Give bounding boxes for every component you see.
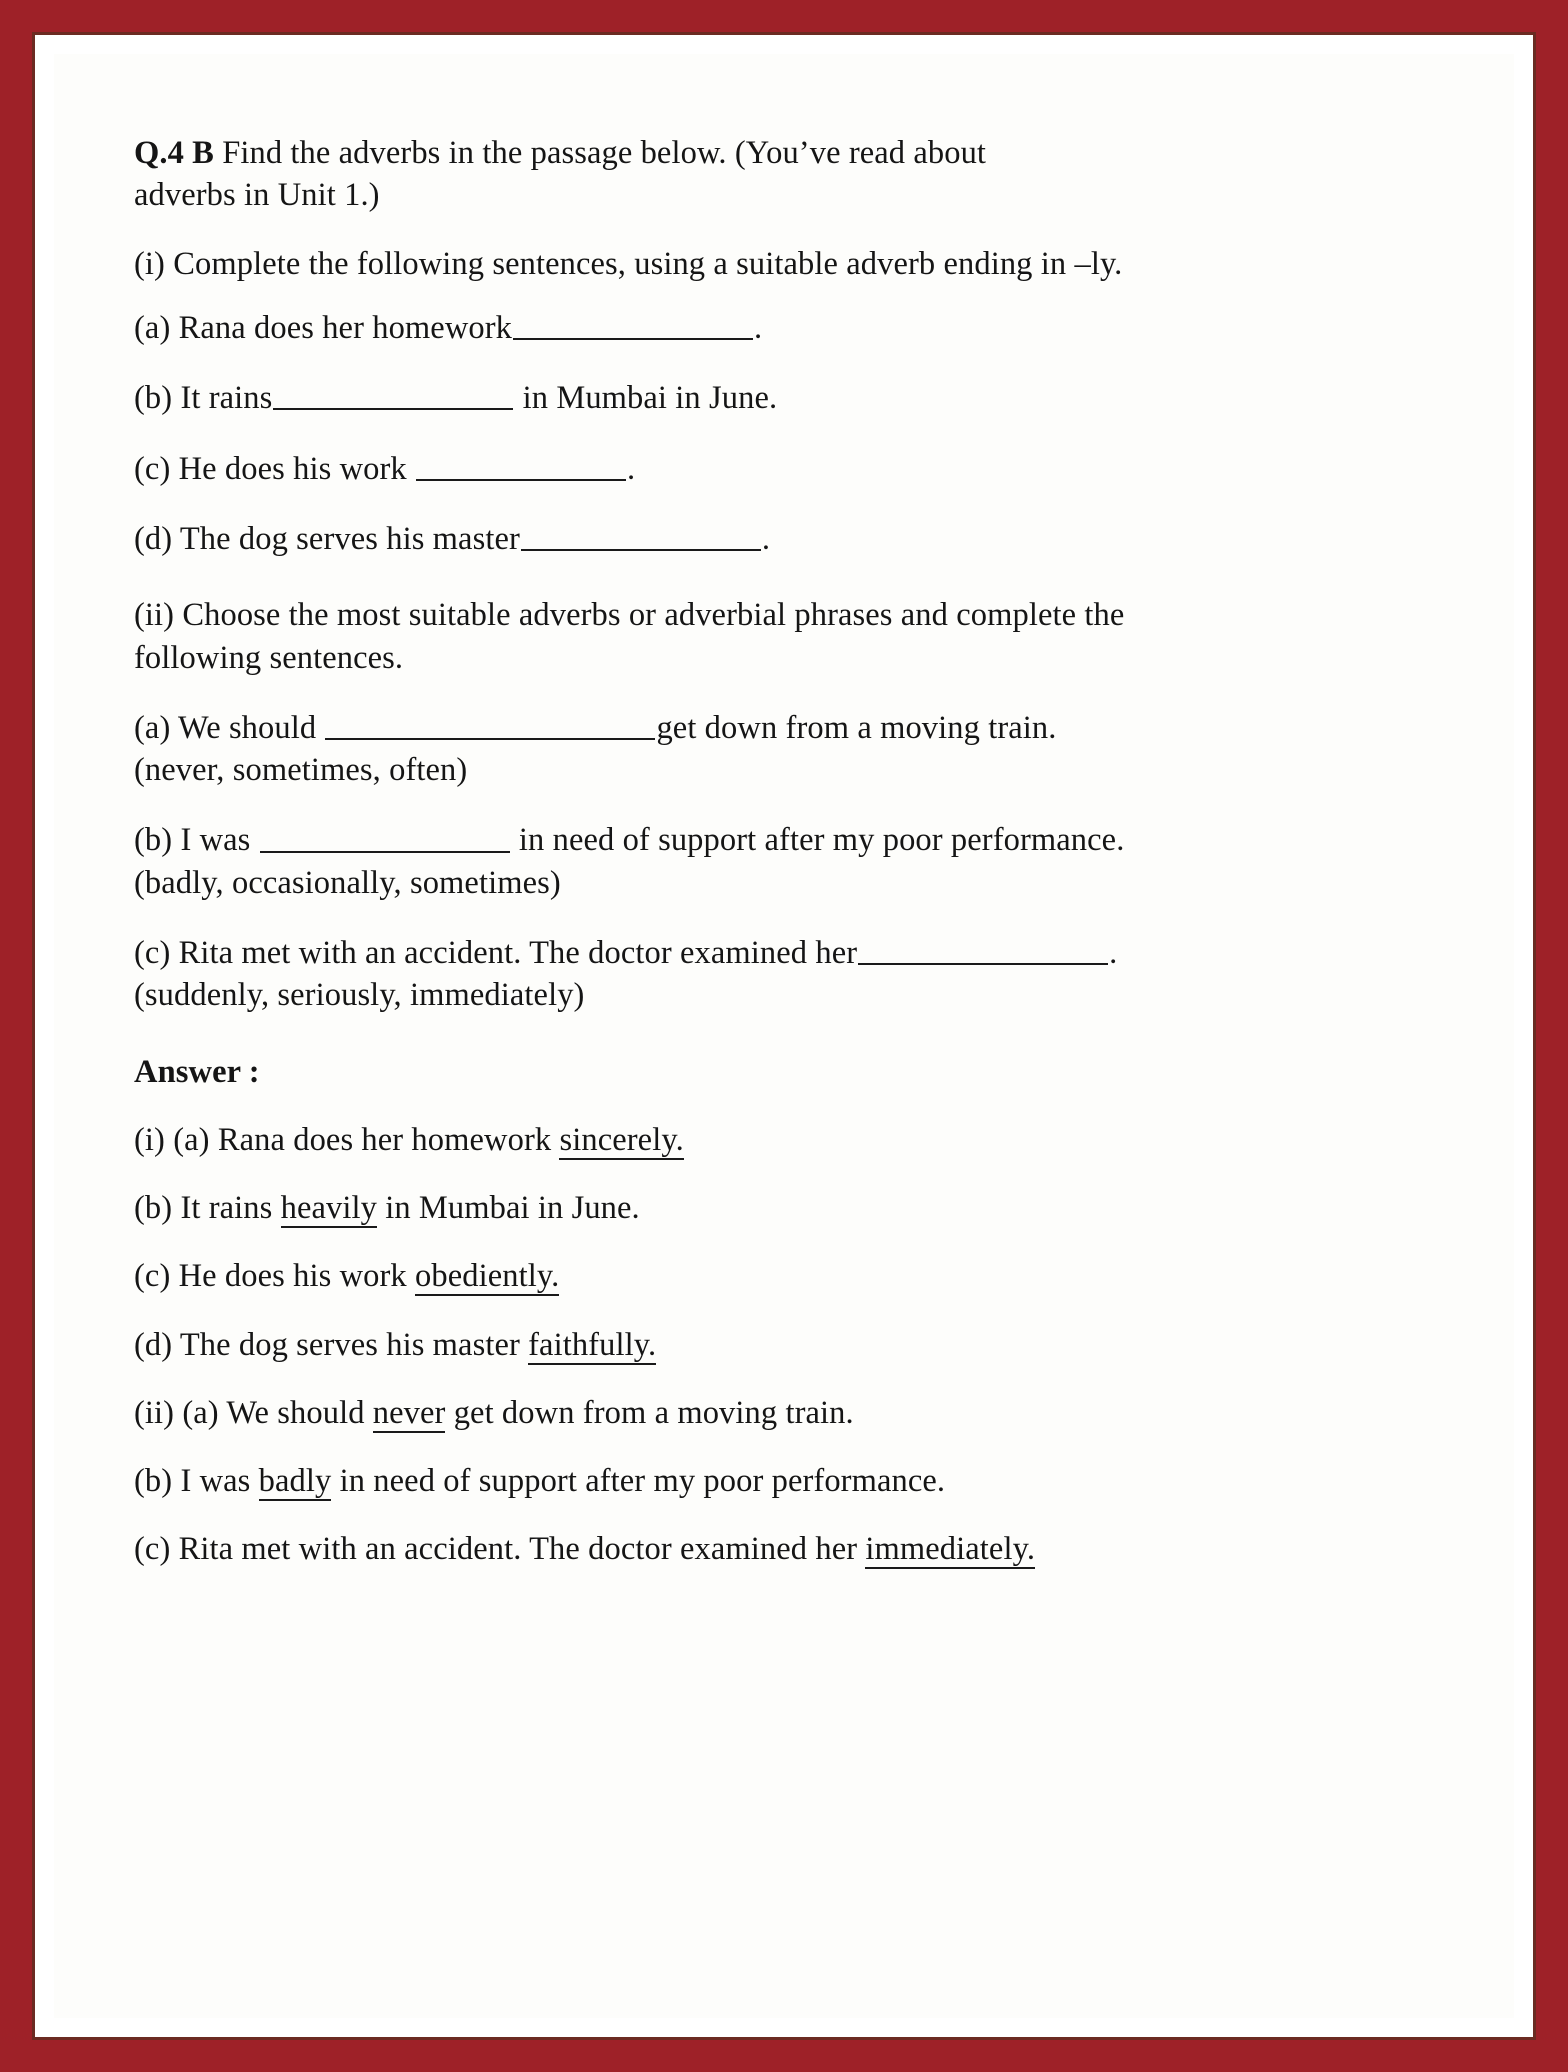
item-options: (never, sometimes, often) (134, 752, 468, 789)
item-text-after: get down from a moving train. (656, 709, 1057, 746)
answer-item (134, 1119, 1134, 1161)
answer-marker: (b) (134, 1463, 173, 1500)
item-text-after: . (1109, 935, 1118, 972)
item-options: (badly, occasionally, sometimes) (134, 864, 561, 901)
part-i-item-b (134, 375, 1134, 419)
part-i-item-d (134, 516, 1134, 560)
question-number: Q.4 B (134, 135, 214, 171)
answer-underlined-word: heavily (280, 1190, 377, 1227)
part-ii-item-b (134, 817, 1134, 904)
answer-text-before: Rita met with an accident. The doctor examined her (178, 1531, 866, 1568)
item-marker: (a) (134, 709, 171, 746)
fill-in-blank[interactable] (325, 705, 655, 740)
answer-marker: (c) (134, 1531, 171, 1568)
item-text-before: He does his work (178, 450, 407, 487)
part-i-instruction (134, 243, 1134, 285)
answer-text-before: We should (226, 1394, 373, 1431)
question-instruction-line1: Find the adverbs in the passage below. (You’ve read about (222, 135, 987, 171)
item-text-before: I was (180, 822, 251, 859)
part-ii-instruction (134, 594, 1134, 679)
answer-item (134, 1187, 1134, 1229)
item-text-before: Rana does her homework (178, 309, 513, 346)
fill-in-blank[interactable] (521, 516, 761, 551)
worksheet-content (134, 132, 1134, 1597)
item-text-after: in Mumbai in June. (522, 380, 778, 417)
item-marker: (d) (134, 521, 173, 558)
item-marker: (a) (134, 309, 171, 346)
item-text-after: in need of support after my poor performance. (518, 822, 1125, 859)
part-ii-item-a (134, 705, 1134, 792)
answer-text-before: The dog serves his master (179, 1326, 529, 1363)
question-heading (134, 132, 1134, 217)
page-sheet (54, 54, 1514, 2018)
answer-underlined-word: sincerely. (559, 1121, 684, 1158)
fill-in-blank[interactable] (858, 930, 1108, 965)
item-marker: (b) (134, 380, 173, 417)
item-marker: (b) (134, 822, 173, 859)
item-text-after: . (761, 521, 771, 558)
answer-item (134, 1255, 1134, 1297)
answer-underlined-word: obediently. (415, 1258, 560, 1295)
answer-text-before: Rana does her homework (217, 1121, 560, 1158)
answer-text-after: in need of support after my poor performance. (331, 1463, 946, 1500)
part-ii-item-c (134, 930, 1134, 1017)
answer-text-after: get down from a moving train. (445, 1394, 854, 1431)
part-i-item-c (134, 446, 1134, 490)
item-text-before: Rita met with an accident. The doctor examined her (178, 935, 858, 972)
item-marker: (c) (134, 450, 171, 487)
answer-text-after: in Mumbai in June. (376, 1190, 640, 1227)
answer-heading: Answer : (134, 1053, 260, 1090)
answer-item (134, 1324, 1134, 1366)
item-text-after: . (627, 450, 636, 487)
answer-underlined-word: faithfully. (528, 1326, 657, 1363)
part-ii-instruction-text: Choose the most suitable adverbs or adverbial phrases and complete the following sentences. (134, 597, 1125, 676)
page-inner-rule (32, 32, 1536, 2040)
answer-text-before: I was (180, 1463, 259, 1500)
item-text-before: The dog serves his master (179, 521, 520, 558)
answer-underlined-word: badly (258, 1463, 332, 1500)
answer-marker: (c) (134, 1258, 171, 1295)
answer-underlined-word: immediately. (865, 1531, 1036, 1568)
part-ii-marker: (ii) (134, 597, 175, 634)
answer-marker: (d) (134, 1326, 173, 1363)
fill-in-blank[interactable] (416, 446, 626, 481)
answer-item (134, 1460, 1134, 1502)
part-i-marker: (i) (134, 245, 165, 282)
answer-marker: (i) (a) (134, 1121, 210, 1158)
item-text-before: We should (178, 709, 317, 746)
fill-in-blank[interactable] (513, 305, 753, 340)
answer-item (134, 1392, 1134, 1434)
part-i-instruction-text: Complete the following sentences, using a suitable adverb ending in –ly. (173, 245, 1123, 282)
item-marker: (c) (134, 935, 171, 972)
fill-in-blank[interactable] (260, 817, 510, 852)
answer-marker: (ii) (a) (134, 1394, 219, 1431)
part-i-item-a (134, 305, 1134, 349)
answer-item (134, 1528, 1134, 1570)
answer-marker: (b) (134, 1190, 173, 1227)
fill-in-blank[interactable] (273, 375, 513, 410)
item-text-before: It rains (180, 380, 273, 417)
item-text-after: . (754, 309, 763, 346)
answer-text-before: It rains (180, 1190, 281, 1227)
answer-underlined-word: never (372, 1394, 446, 1431)
item-options: (suddenly, seriously, immediately) (134, 977, 585, 1014)
question-instruction-line2: adverbs in Unit 1.) (134, 177, 380, 214)
answer-text-before: He does his work (178, 1258, 415, 1295)
